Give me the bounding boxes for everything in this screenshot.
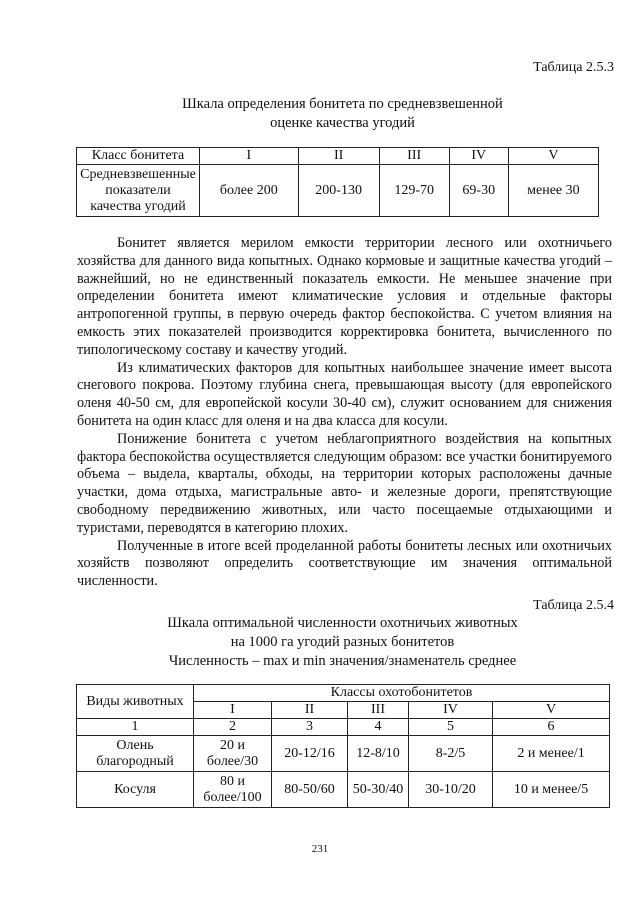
table2-label: Таблица 2.5.4 xyxy=(533,598,614,613)
header-cell: I xyxy=(200,148,299,165)
table1-caption xyxy=(70,95,615,133)
table-cell: менее 30 xyxy=(508,165,598,217)
class-label-cell: I xyxy=(194,702,272,719)
species-cell: Олень благородный xyxy=(77,736,194,772)
classes-header-cell: Классы охотобонитетов xyxy=(194,685,610,702)
table-header-row xyxy=(77,685,610,702)
class-label-cell: IV xyxy=(409,702,493,719)
column-number-cell: 2 xyxy=(194,719,272,736)
paragraph: Полученные в итоге всей проделанной работы бонитеты лесных или охотничьих хозяйств позволяют определить соответствующие им значения оптимальной численности. xyxy=(77,537,612,590)
table2-caption-line: на 1000 га угодий разных бонитетов xyxy=(230,634,455,650)
header-cell: III xyxy=(379,148,449,165)
bonitet-scale-table xyxy=(76,147,599,217)
class-label-cell: II xyxy=(272,702,348,719)
species-header-cell: Виды животных xyxy=(77,685,194,719)
table-cell: 80-50/60 xyxy=(272,772,348,808)
paragraph: Понижение бонитета с учетом неблагоприятного воздействия на копытных фактора беспокойства осуществляется следующим образом: все участки бонитируемого объема – выдела, кварталы, обходы, на территории которых расположены дачные участки, дома отдыха, магистральные авто- и железные дороги, препятствующие свободному передвижению животных, или часто посещаемые отдыхающими и туристами, переводятся в категорию плохих. xyxy=(77,430,612,536)
table-cell: 30-10/20 xyxy=(409,772,493,808)
table-row xyxy=(77,772,610,808)
page-number: 231 xyxy=(311,843,329,855)
column-number-cell: 3 xyxy=(272,719,348,736)
header-cell: II xyxy=(298,148,379,165)
table-cell: 129-70 xyxy=(379,165,449,217)
column-number-cell: 6 xyxy=(493,719,610,736)
column-number-cell: 5 xyxy=(409,719,493,736)
table-cell: 10 и менее/5 xyxy=(493,772,610,808)
table-cell: 200-130 xyxy=(298,165,379,217)
table-row xyxy=(77,165,599,217)
class-label-cell: V xyxy=(493,702,610,719)
table-cell: 2 и менее/1 xyxy=(493,736,610,772)
column-number-row xyxy=(77,719,610,736)
header-cell: Класс бонитета xyxy=(77,148,200,165)
paragraph: Из климатических факторов для копытных наибольшее значение имеет высота снегового покрова. Поэтому глубина снега, превышающая высоту (для европейского оленя 40-50 см, для европейской косули 30-40 см), служит основанием для снижения бонитета на один класс для оленя и на два класса для косули. xyxy=(77,359,612,429)
population-scale-table xyxy=(76,684,610,808)
table-cell: 12-8/10 xyxy=(348,736,409,772)
table-header-row xyxy=(77,148,599,165)
column-number-cell: 1 xyxy=(77,719,194,736)
class-label-cell: III xyxy=(348,702,409,719)
table2-caption-line: Численность – max и min значения/знаменатель среднее xyxy=(168,653,517,669)
paragraph: Бонитет является мерилом емкости территории лесного или охотничьего хозяйства для данного вида копытных. Однако кормовые и защитные качества угодий – важнейший, но не единственный показатель емкости. Не меньшее значение при определении бонитета имеют климатические условия и отдельные факторы антропогенной группы, в первую очередь фактор беспокойства. С учетом влияния на емкость этих показателей производится корректировка бонитета, вычисленного по типологическому составу и качеству угодий. xyxy=(77,235,612,358)
column-number-cell: 4 xyxy=(348,719,409,736)
header-cell: IV xyxy=(449,148,508,165)
header-cell: V xyxy=(508,148,598,165)
table2-caption-line: Шкала оптимальной численности охотничьих животных xyxy=(167,615,518,631)
species-cell: Косуля xyxy=(77,772,194,808)
table-cell: 8-2/5 xyxy=(409,736,493,772)
table-cell: 20 и более/30 xyxy=(194,736,272,772)
row-label-cell: Средневзвешенные показатели качества угодий xyxy=(77,165,200,217)
table1-label: Таблица 2.5.3 xyxy=(533,60,614,75)
body-text xyxy=(77,235,612,591)
table2-caption xyxy=(70,614,615,671)
table-cell: 50-30/40 xyxy=(348,772,409,808)
table-row xyxy=(77,736,610,772)
table-cell: 20-12/16 xyxy=(272,736,348,772)
table1-caption-line: оценке качества угодий xyxy=(270,115,415,131)
table1-caption-line: Шкала определения бонитета по средневзвешенной xyxy=(182,96,503,112)
table-cell: 69-30 xyxy=(449,165,508,217)
table-cell: более 200 xyxy=(200,165,299,217)
table-cell: 80 и более/100 xyxy=(194,772,272,808)
